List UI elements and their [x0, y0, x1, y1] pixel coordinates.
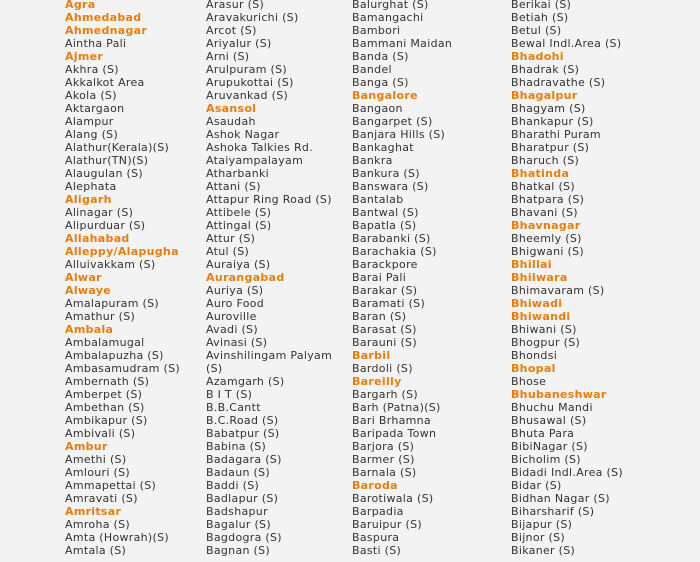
- location-item: Barabanki (S): [352, 232, 431, 245]
- city-heading-link[interactable]: Amritsar: [65, 505, 122, 518]
- city-heading-link[interactable]: Bhatinda: [511, 167, 570, 180]
- city-heading-link[interactable]: Bhubaneshwar: [511, 388, 607, 401]
- location-item: Ataiyampalayam: [206, 154, 304, 167]
- location-item: Bhankapur (S): [511, 115, 594, 128]
- location-item: Azamgarh (S): [206, 375, 285, 388]
- location-item: Banswara (S): [352, 180, 429, 193]
- location-item: Amberpet (S): [65, 388, 143, 401]
- location-item: Alathur(Kerala)(S): [65, 141, 170, 154]
- location-item: Atharbanki: [206, 167, 270, 180]
- location-item: Bhogpur (S): [511, 336, 581, 349]
- location-item: Bhatkal (S): [511, 180, 575, 193]
- location-item: Bhusawal (S): [511, 414, 587, 427]
- location-item: Banda (S): [352, 50, 409, 63]
- location-item: Ariyalur (S): [206, 37, 272, 50]
- location-item: Bijapur (S): [511, 518, 573, 531]
- location-item: Barotiwala (S): [352, 492, 434, 505]
- location-item: B I T (S): [206, 388, 253, 401]
- city-heading-link[interactable]: Bhopal: [511, 362, 556, 375]
- directory-column-4: [511, 0, 623, 557]
- location-item: Bhigwani (S): [511, 245, 584, 258]
- location-item: Bheemly (S): [511, 232, 582, 245]
- location-item: Bhose: [511, 375, 547, 388]
- location-item: Baspura: [352, 531, 400, 544]
- location-item: Auraiya (S): [206, 258, 271, 271]
- location-item: Bamangachi: [352, 11, 424, 24]
- location-item: Attani (S): [206, 180, 261, 193]
- city-heading-link[interactable]: Bhagalpur: [511, 89, 578, 102]
- city-heading-link[interactable]: Ahmedabad: [65, 11, 142, 24]
- location-item: Amta (Howrah)(S): [65, 531, 169, 544]
- location-item: Amlouri (S): [65, 466, 130, 479]
- location-item: Aravakurichi (S): [206, 11, 299, 24]
- location-item: Bangarpet (S): [352, 115, 433, 128]
- location-item: Aktargaon: [65, 102, 125, 115]
- location-item: Basti (S): [352, 544, 402, 557]
- location-item: Avinshilingam Palyam: [206, 349, 333, 362]
- location-item: Barnala (S): [352, 466, 417, 479]
- location-item: Amravati (S): [65, 492, 138, 505]
- city-heading-link[interactable]: Alleppy/Alapugha: [65, 245, 179, 258]
- city-heading-link[interactable]: Asansol: [206, 102, 257, 115]
- location-item: Attur (S): [206, 232, 256, 245]
- city-heading-link[interactable]: Ambala: [65, 323, 114, 336]
- location-item: Alinagar (S): [65, 206, 134, 219]
- location-item: Asaudah: [206, 115, 256, 128]
- location-item: Barakar (S): [352, 284, 418, 297]
- location-item: Bharathi Puram: [511, 128, 601, 141]
- location-item: Bhadravathe (S): [511, 76, 606, 89]
- location-item: Amroha (S): [65, 518, 131, 531]
- location-item: Bhiwani (S): [511, 323, 577, 336]
- location-item: Akkalkot Area: [65, 76, 145, 89]
- location-item: Bankaghat: [352, 141, 414, 154]
- location-item: B.B.Cantt: [206, 401, 261, 414]
- location-item: Bapatla (S): [352, 219, 417, 232]
- location-item: Bhuta Para: [511, 427, 575, 440]
- location-item: Bicholim (S): [511, 453, 581, 466]
- location-item: Bangaon: [352, 102, 403, 115]
- location-item: Alipurduar (S): [65, 219, 146, 232]
- location-item: Attibele (S): [206, 206, 272, 219]
- location-item: Bagdogra (S): [206, 531, 282, 544]
- location-item: Bagnan (S): [206, 544, 271, 557]
- city-heading-link[interactable]: Bhiwandi: [511, 310, 571, 323]
- location-item: Bidar (S): [511, 479, 562, 492]
- location-item: Arcot (S): [206, 24, 257, 37]
- location-item: Bandel: [352, 63, 392, 76]
- location-item: Ambalamugal: [65, 336, 145, 349]
- city-heading-link[interactable]: Bhilwara: [511, 271, 568, 284]
- location-item: Bhondsi: [511, 349, 558, 362]
- location-item: Baramati (S): [352, 297, 426, 310]
- city-heading-link[interactable]: Bangalore: [352, 89, 418, 102]
- location-item: Bankura (S): [352, 167, 420, 180]
- location-item: Ammapettai (S): [65, 479, 157, 492]
- location-item: Bardoli (S): [352, 362, 413, 375]
- city-heading-link[interactable]: Barbil: [352, 349, 391, 362]
- directory-column-1: [65, 0, 180, 557]
- location-item: Badagara (S): [206, 453, 282, 466]
- location-item: (S): [206, 362, 223, 375]
- location-item: Aruvankad (S): [206, 89, 289, 102]
- location-item: Bharatpur (S): [511, 141, 590, 154]
- city-heading-link[interactable]: Alwar: [65, 271, 102, 284]
- city-heading-link[interactable]: Baroda: [352, 479, 398, 492]
- location-item: Amtala (S): [65, 544, 127, 557]
- location-item: Amalapuram (S): [65, 297, 159, 310]
- city-heading-link[interactable]: Ambur: [65, 440, 108, 453]
- location-item: Babina (S): [206, 440, 267, 453]
- location-item: Bhadrak (S): [511, 63, 580, 76]
- location-item: Bantwal (S): [352, 206, 419, 219]
- location-item: Attapur Ring Road (S): [206, 193, 332, 206]
- location-item: Ambasamudram (S): [65, 362, 180, 375]
- city-heading-link[interactable]: Aurangabad: [206, 271, 285, 284]
- location-item: Bankra: [352, 154, 393, 167]
- location-item: Ambernath (S): [65, 375, 150, 388]
- location-item: Babatpur (S): [206, 427, 280, 440]
- location-item: Attingal (S): [206, 219, 272, 232]
- location-item: Bidadi Indl.Area (S): [511, 466, 623, 479]
- location-item: Barpadia: [352, 505, 404, 518]
- location-item: Betul (S): [511, 24, 562, 37]
- location-item: Arulpuram (S): [206, 63, 287, 76]
- city-heading-link[interactable]: Ajmer: [65, 50, 104, 63]
- city-heading-link[interactable]: Bareilly: [352, 375, 402, 388]
- location-item: Auro Food: [206, 297, 265, 310]
- location-item: Ambivali (S): [65, 427, 136, 440]
- location-item: Alaugulan (S): [65, 167, 143, 180]
- location-item: Auriya (S): [206, 284, 264, 297]
- location-item: Bhuchu Mandi: [511, 401, 593, 414]
- city-heading-link[interactable]: Allahabad: [65, 232, 130, 245]
- location-item: Aintha Pali: [65, 37, 127, 50]
- location-item: Arasur (S): [206, 0, 265, 11]
- location-item: Alluivakkam (S): [65, 258, 156, 271]
- location-item: BibiNagar (S): [511, 440, 588, 453]
- location-item: Badlapur (S): [206, 492, 279, 505]
- location-item: Bharuch (S): [511, 154, 580, 167]
- location-item: Berikai (S): [511, 0, 572, 11]
- location-item: Barachakia (S): [352, 245, 437, 258]
- location-item: Bantalab: [352, 193, 404, 206]
- location-item: Bidhan Nagar (S): [511, 492, 610, 505]
- location-item: Ambikapur (S): [65, 414, 148, 427]
- location-item: Alang (S): [65, 128, 119, 141]
- location-item: Bikaner (S): [511, 544, 576, 557]
- location-item: Biharsharif (S): [511, 505, 595, 518]
- directory-column-2: [206, 0, 332, 557]
- location-item: Akhra (S): [65, 63, 119, 76]
- location-item: Ambalapuzha (S): [65, 349, 164, 362]
- location-item: Bagalur (S): [206, 518, 271, 531]
- location-item: Betiah (S): [511, 11, 569, 24]
- location-item: Barh (Patna)(S): [352, 401, 441, 414]
- city-heading-link[interactable]: Agra: [65, 0, 96, 11]
- location-item: B.C.Road (S): [206, 414, 279, 427]
- location-item: Arupukottai (S): [206, 76, 294, 89]
- location-item: Badaun (S): [206, 466, 271, 479]
- location-item: Alathur(TN)(S): [65, 154, 149, 167]
- location-item: Amethi (S): [65, 453, 127, 466]
- directory-column-3: [352, 0, 452, 557]
- location-item: Avinasi (S): [206, 336, 268, 349]
- location-item: Barauni (S): [352, 336, 417, 349]
- location-item: Baripada Town: [352, 427, 437, 440]
- location-item: Barai Pali: [352, 271, 407, 284]
- location-item: Auroville: [206, 310, 257, 323]
- location-item: Baddi (S): [206, 479, 260, 492]
- location-item: Ashok Nagar: [206, 128, 280, 141]
- city-heading-link[interactable]: Bhillai: [511, 258, 552, 271]
- location-item: Balurghat (S): [352, 0, 429, 11]
- location-item: Bijnor (S): [511, 531, 565, 544]
- city-heading-link[interactable]: Aligarh: [65, 193, 112, 206]
- location-item: Badshapur: [206, 505, 268, 518]
- location-item: Banjara Hills (S): [352, 128, 446, 141]
- location-item: Banga (S): [352, 76, 409, 89]
- location-item: Amathur (S): [65, 310, 136, 323]
- city-heading-link[interactable]: Bhadohi: [511, 50, 564, 63]
- location-item: Bari Brhamna: [352, 414, 431, 427]
- city-heading-link[interactable]: Ahmednagar: [65, 24, 148, 37]
- location-item: Barjora (S): [352, 440, 415, 453]
- location-item: Bammani Maidan: [352, 37, 453, 50]
- location-item: Ambethan (S): [65, 401, 145, 414]
- location-item: Arni (S): [206, 50, 250, 63]
- location-item: Bhavani (S): [511, 206, 578, 219]
- location-item: Barmer (S): [352, 453, 415, 466]
- location-item: Bhimavaram (S): [511, 284, 605, 297]
- location-item: Baruipur (S): [352, 518, 422, 531]
- location-item: Bewal Indl.Area (S): [511, 37, 622, 50]
- location-item: Barackpore: [352, 258, 418, 271]
- location-item: Avadi (S): [206, 323, 258, 336]
- location-item: Bhagyam (S): [511, 102, 586, 115]
- location-item: Akola (S): [65, 89, 117, 102]
- location-item: Ashoka Talkies Rd.: [206, 141, 314, 154]
- city-heading-link[interactable]: Alwaye: [65, 284, 111, 297]
- location-item: Bhatpara (S): [511, 193, 585, 206]
- location-item: Bambori: [352, 24, 401, 37]
- city-heading-link[interactable]: Bhiwadi: [511, 297, 563, 310]
- location-item: Bargarh (S): [352, 388, 419, 401]
- location-item: Barasat (S): [352, 323, 417, 336]
- location-item: Atul (S): [206, 245, 250, 258]
- location-item: Alephata: [65, 180, 117, 193]
- location-item: Baran (S): [352, 310, 407, 323]
- city-heading-link[interactable]: Bhavnagar: [511, 219, 581, 232]
- location-item: Alampur: [65, 115, 114, 128]
